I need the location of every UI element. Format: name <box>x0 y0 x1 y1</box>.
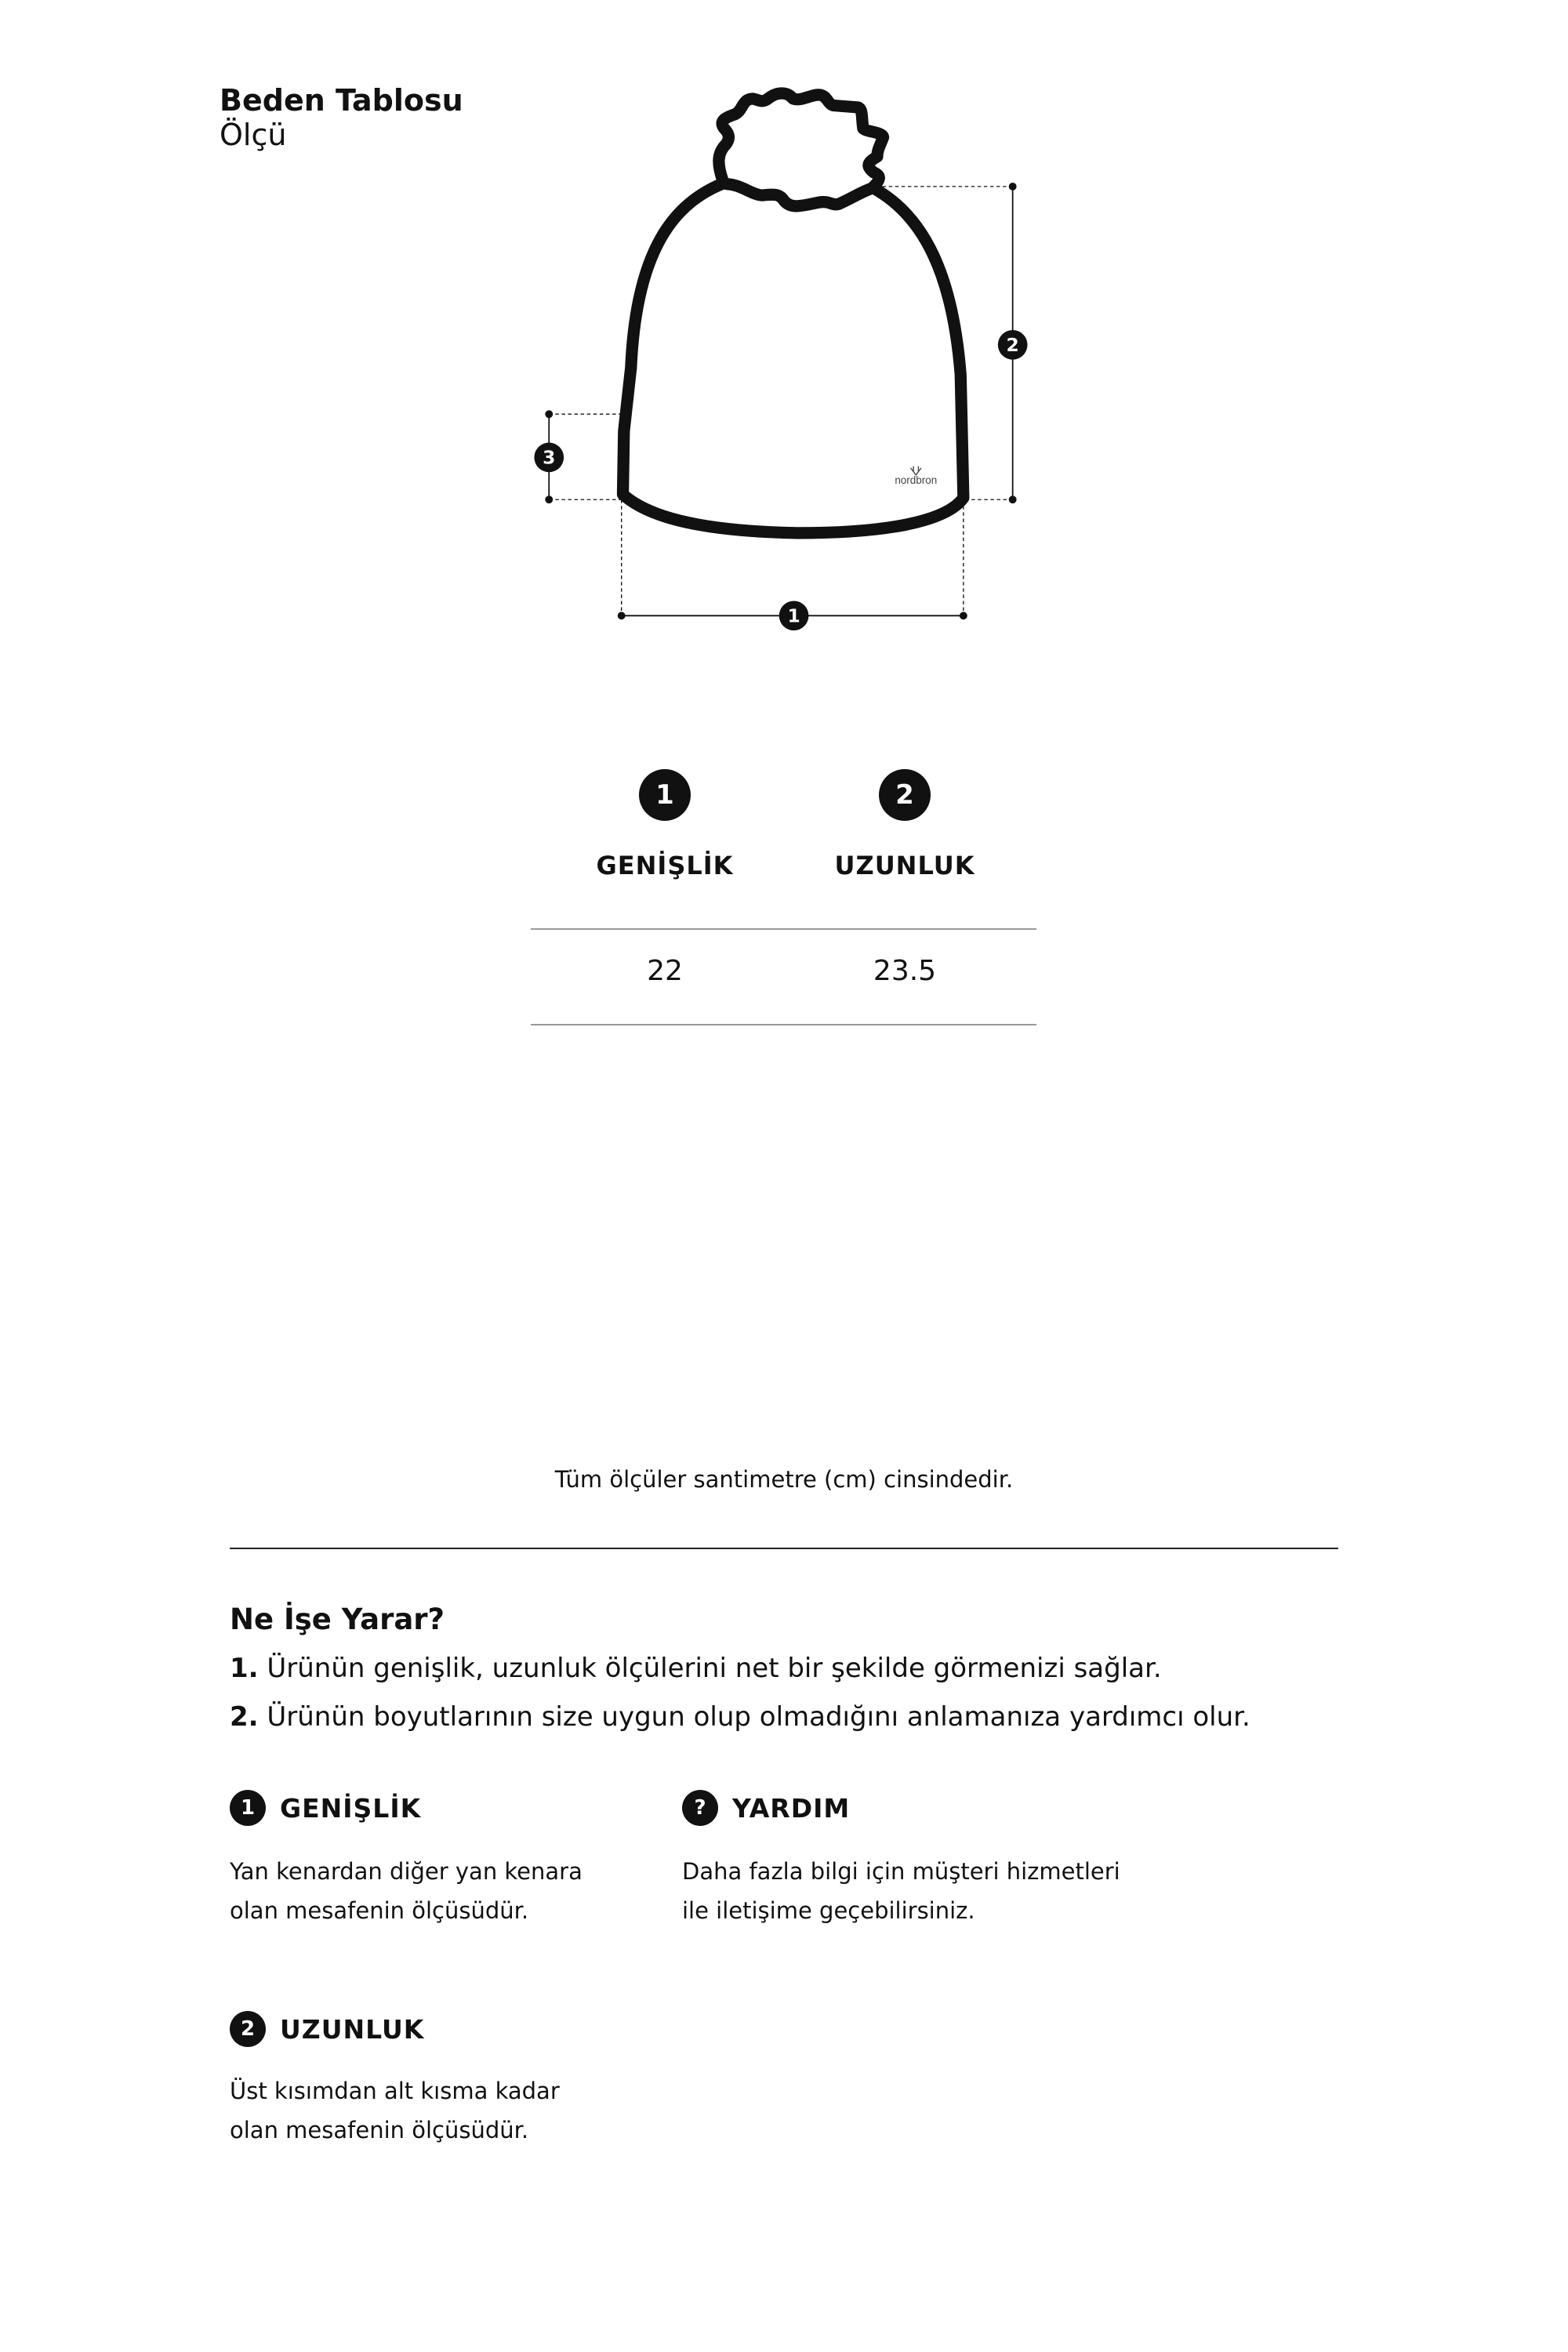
column-number-badge: 2 <box>879 769 931 821</box>
svg-text:3: 3 <box>543 446 556 469</box>
column-header-width: GENİŞLİK <box>596 851 734 880</box>
info-item: 2. Ürünün boyutlarının size uygun olup olmadığını anlamanıza yardımcı olur. <box>230 1701 1250 1733</box>
table-divider <box>531 928 1036 930</box>
info-heading: Ne İşe Yarar? <box>230 1602 445 1636</box>
section-width-header: 1 GENİŞLİK <box>230 1790 421 1826</box>
brand-logo: nordbron <box>895 474 938 487</box>
section-width-text: Yan kenardan diğer yan kenara olan mesafenin ölçüsüdür. <box>230 1858 583 1924</box>
section-divider <box>230 1548 1338 1549</box>
section-length-text: Üst kısımdan alt kısma kadar olan mesafenin ölçüsüdür. <box>230 2078 560 2143</box>
dimension-guides <box>549 187 1012 615</box>
units-note: Tüm ölçüler santimetre (cm) cinsindedir. <box>554 1466 1014 1493</box>
table-divider <box>531 1024 1036 1025</box>
hat-outline <box>622 93 963 533</box>
info-item: 1. Ürünün genişlik, uzunluk ölçülerini net bir şekilde görmenizi sağlar. <box>230 1653 1162 1684</box>
marker-2 <box>998 330 1028 360</box>
section-help-header: ? YARDIM <box>682 1790 850 1826</box>
dimension-lines <box>549 187 1012 615</box>
page-title: Beden Tablosu <box>220 83 463 118</box>
antler-logo-icon <box>911 466 921 475</box>
svg-text:1: 1 <box>787 604 800 627</box>
column-number-badge: 1 <box>639 769 691 821</box>
value-width: 22 <box>647 955 683 987</box>
number-1-icon: 1 <box>230 1790 266 1826</box>
marker-3 <box>534 443 564 473</box>
page-subtitle: Ölçü <box>220 118 287 152</box>
section-length-header: 2 UZUNLUK <box>230 2011 424 2047</box>
svg-text:2: 2 <box>1006 333 1019 356</box>
hat-measurement-diagram <box>510 78 1058 643</box>
question-icon: ? <box>682 1790 718 1826</box>
value-length: 23.5 <box>873 955 937 987</box>
number-2-icon: 2 <box>230 2011 266 2047</box>
marker-1 <box>779 601 809 630</box>
column-header-length: UZUNLUK <box>834 851 975 880</box>
section-help-text: Daha fazla bilgi için müşteri hizmetleri ile iletişime geçebilirsiniz. <box>682 1858 1120 1924</box>
dimension-endpoints <box>545 183 1016 619</box>
